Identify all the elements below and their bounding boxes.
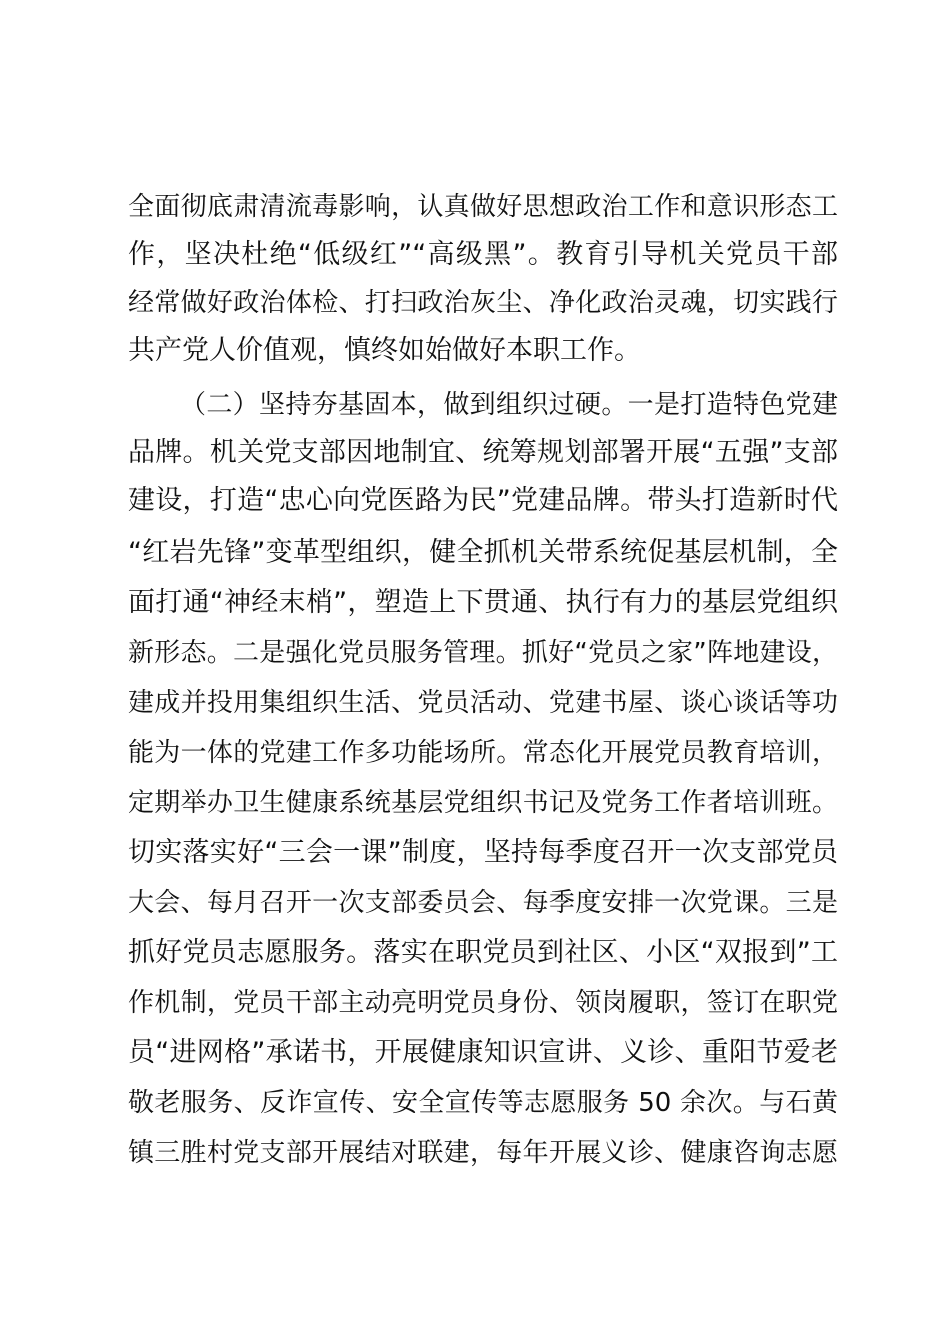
text-line: 经常做好政治体检、打扫政治灰尘、净化政治灵魂，切实践行 xyxy=(128,288,838,318)
text-line: 作机制，党员干部主动亮明党员身份、领岗履职，签订在职党 xyxy=(128,988,838,1018)
text-line: 敬老服务、反诈宣传、安全宣传等志愿服务 50 余次。与石黄 xyxy=(128,1088,838,1118)
text-line: 定期举办卫生健康系统基层党组织书记及党务工作者培训班。 xyxy=(128,788,838,818)
text-line: 共产党人价值观，慎终如始做好本职工作。 xyxy=(128,335,641,366)
text-line: 作，坚决杜绝“低级红”“高级黑”。教育引导机关党员干部 xyxy=(128,239,838,270)
text-line: 建设，打造“忠心向党医路为民”党建品牌。带头打造新时代 xyxy=(128,485,838,516)
text-line: 员“进网格”承诺书，开展健康知识宣讲、义诊、重阳节爱老 xyxy=(128,1037,838,1068)
section-heading-line: （二）坚持夯基固本，做到组织过硬。一是打造特色党建 xyxy=(180,390,838,420)
text-line: 全面彻底肃清流毒影响，认真做好思想政治工作和意识形态工 xyxy=(128,192,838,222)
text-line: 大会、每月召开一次支部委员会、每季度安排一次党课。三是 xyxy=(128,888,838,918)
text-line: 新形态。二是强化党员服务管理。抓好“党员之家”阵地建设， xyxy=(128,638,838,668)
text-line: 切实落实好“三会一课”制度，坚持每季度召开一次支部党员 xyxy=(128,837,838,868)
text-line: 建成并投用集组织生活、党员活动、党建书屋、谈心谈话等功 xyxy=(128,688,838,718)
text-line: “红岩先锋”变革型组织，健全抓机关带系统促基层机制，全 xyxy=(128,537,838,568)
text-line: 镇三胜村党支部开展结对联建，每年开展义诊、健康咨询志愿 xyxy=(128,1138,838,1168)
text-line: 品牌。机关党支部因地制宜、统筹规划部署开展“五强”支部 xyxy=(128,437,838,468)
text-line: 面打通“神经末梢”，塑造上下贯通、执行有力的基层党组织 xyxy=(128,587,838,618)
text-line: 抓好党员志愿服务。落实在职党员到社区、小区“双报到”工 xyxy=(128,937,838,968)
text-line: 能为一体的党建工作多功能场所。常态化开展党员教育培训， xyxy=(128,738,838,768)
